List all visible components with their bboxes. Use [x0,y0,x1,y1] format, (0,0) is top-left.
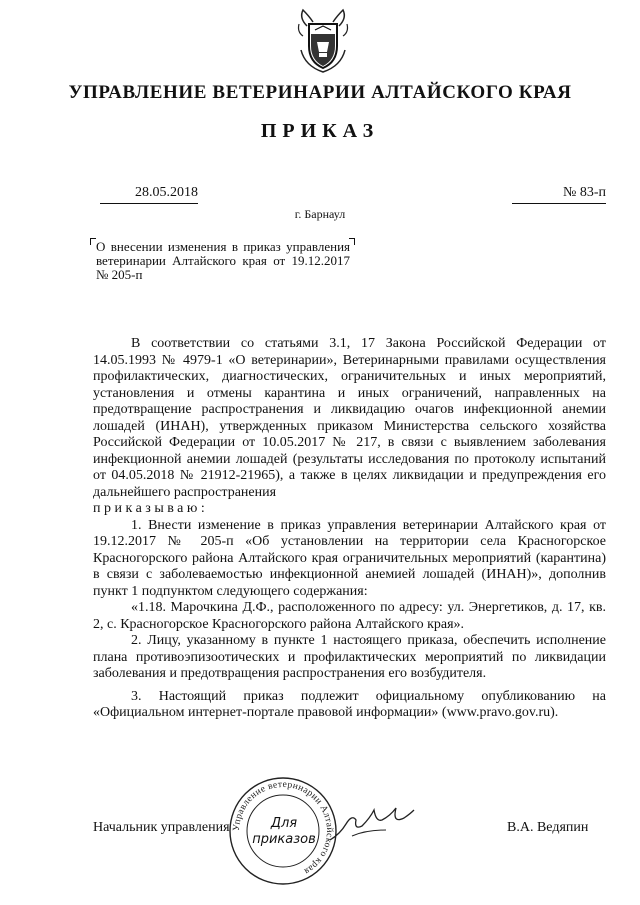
official-stamp [228,775,338,887]
signer-title: Начальник управления [93,820,230,835]
coat-of-arms-icon [295,6,351,74]
order-word: приказываю: [93,501,209,516]
city-line: г. Барнаул [294,207,346,221]
preamble-paragraph: В соответствии со статьями 3.1, 17 Закона Российской Федерации от 14.05.1993 № 4979-1 «О ветеринарии», Ветеринарными правилами осуществления профилактических, диагностических, ограничительных и иных мероприятий, установления и отмены карантина и иных ограничений, направленных на предотвращение распространения и ликвидацию очагов инфекционной анемии лошадей (ИНАН), утвержденных приказом Министерства сельского хозяйства Российской Федерации от 10.05.2017 № 217, в связи с выявлением заболевания инфекционной анемии лошадей (результаты исследования по протоколу испытаний от 04.05.2018 № 21912-21965), а также в целях ликвидации и предупреждения его дальнейшего распространения [93,336,606,500]
order-body [93,336,606,722]
item-2-paragraph: 2. Лицу, указанному в пункте 1 настоящего приказа, обеспечить исполнение плана противоэпизоотических и профилактических мероприятий по ликвидации заболевания и предотвращения распространения его возбудителя. [93,633,606,681]
stamp-center-line-2: приказов [252,832,316,847]
stamp-center-line-1: Для [270,816,298,831]
order-number: № 83-п [512,185,606,204]
order-subject: О внесении изменения в приказ управления ветеринарии Алтайского края от 19.12.2017 № 205-п [96,239,350,282]
item-1-quote-paragraph: «1.18. Марочкина Д.Ф., расположенного по адресу: ул. Энергетиков, д. 17, кв. 2, с. Красногорское Красногорского района Алтайского края». [93,600,606,632]
document-type-title: ПРИКАЗ [260,120,380,142]
item-1-paragraph: 1. Внести изменение в приказ управления ветеринарии Алтайского края от 19.12.2017 № 205-п «Об установлении на территории села Красногорское Красногорского района Алтайского края ограничительных мероприятий (карантина) в связи с заболеваемостью инфекционной анемией лошадей (ИНАН)», дополнив пункт 1 подпунктом следующего содержания: [93,517,606,599]
signer-name: В.А. Ведяпин [507,820,589,835]
organization-title: УПРАВЛЕНИЕ ВЕТЕРИНАРИИ АЛТАЙСКОГО КРАЯ [68,82,572,103]
order-date: 28.05.2018 [100,185,198,204]
handwritten-signature [326,800,418,850]
item-3-paragraph: 3. Настоящий приказ подлежит официальному опубликованию на «Официальном интернет-портале правовой информации» (www.pravo.gov.ru). [93,688,606,720]
stamp-ring-text: Управление ветеринарии Алтайского края [231,779,335,877]
